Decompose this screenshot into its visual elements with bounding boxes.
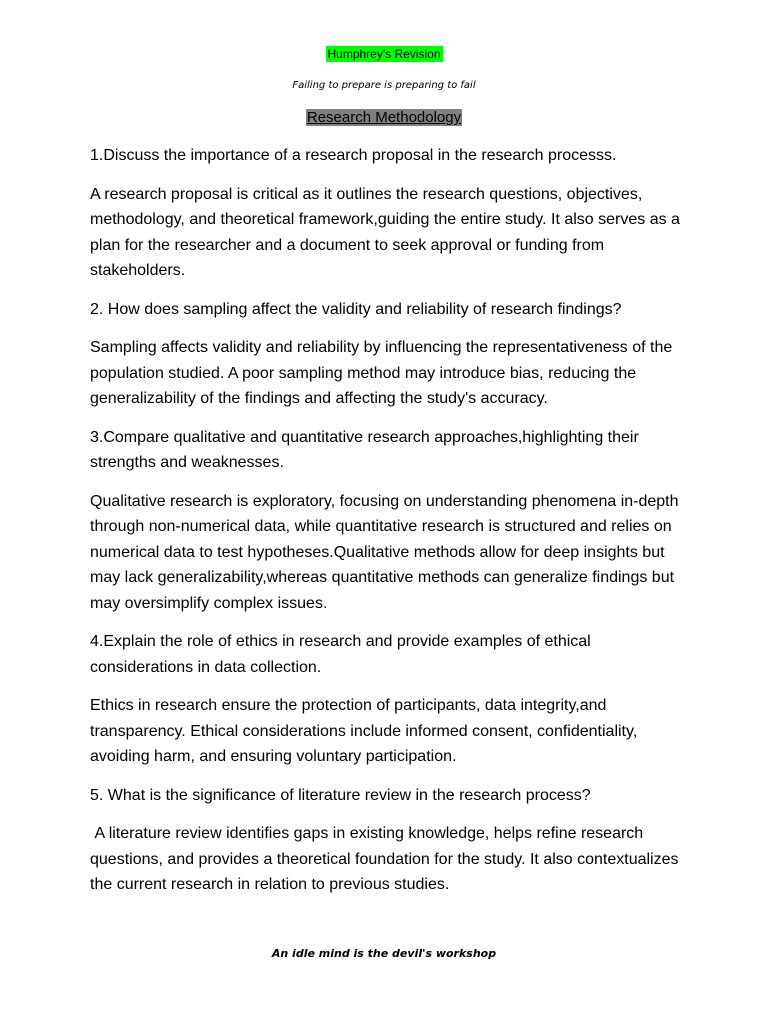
answer-2: Sampling affects validity and reliability by influencing the representativeness of the population studied. A poor sampling method may introduce bias, reducing the generalizability of the findings and affecting the study's accuracy.: [90, 339, 673, 407]
document-title-text: Research Methodology: [306, 109, 462, 126]
document-body: [90, 143, 684, 911]
question-4: 4.Explain the role of ethics in research and provide examples of ethical considerations in data collection.: [90, 633, 591, 676]
answer-5: A literature review identifies gaps in existing knowledge, helps refine research questions, and provides a theoretical foundation for the study. It also contextualizes the current research in relation to previous studies.: [90, 825, 683, 893]
header-title-text: Humphrey's Revision: [327, 47, 441, 61]
header-title: [0, 46, 768, 62]
question-1: 1.Discuss the importance of a research proposal in the research processs.: [90, 147, 617, 164]
question-2: 2. How does sampling affect the validity and reliability of research findings?: [90, 300, 622, 318]
answer-1: A research proposal is critical as it outlines the research questions, objectives, methodology, and theoretical framework,guiding the entire study. It also serves as a plan for the researcher and a document to seek approval or funding from stakeholders.: [90, 185, 680, 279]
footer-quote: An idle mind is the devil's workshop: [271, 947, 497, 960]
tagline: Failing to prepare is preparing to fail: [292, 80, 476, 91]
answer-3: Qualitative research is exploratory, focusing on understanding phenomena in-depth through non-numerical data, while quantitative research is structured and relies on numerical data to test hypotheses.Qualitative methods allow for deep insights but may lack generalizability,whereas quantitative methods can generalize findings but may oversimplify complex issues.: [90, 492, 679, 612]
question-3: 3.Compare qualitative and quantitative research approaches,highlighting their strengths and weaknesses.: [90, 428, 639, 471]
question-5: 5. What is the significance of literature review in the research process?: [90, 786, 591, 804]
document-title: [0, 108, 768, 128]
answer-4: Ethics in research ensure the protection of participants, data integrity,and transparency. Ethical considerations include informed consent, confidentiality, avoiding harm, and ensuring voluntary participation.: [90, 697, 638, 765]
